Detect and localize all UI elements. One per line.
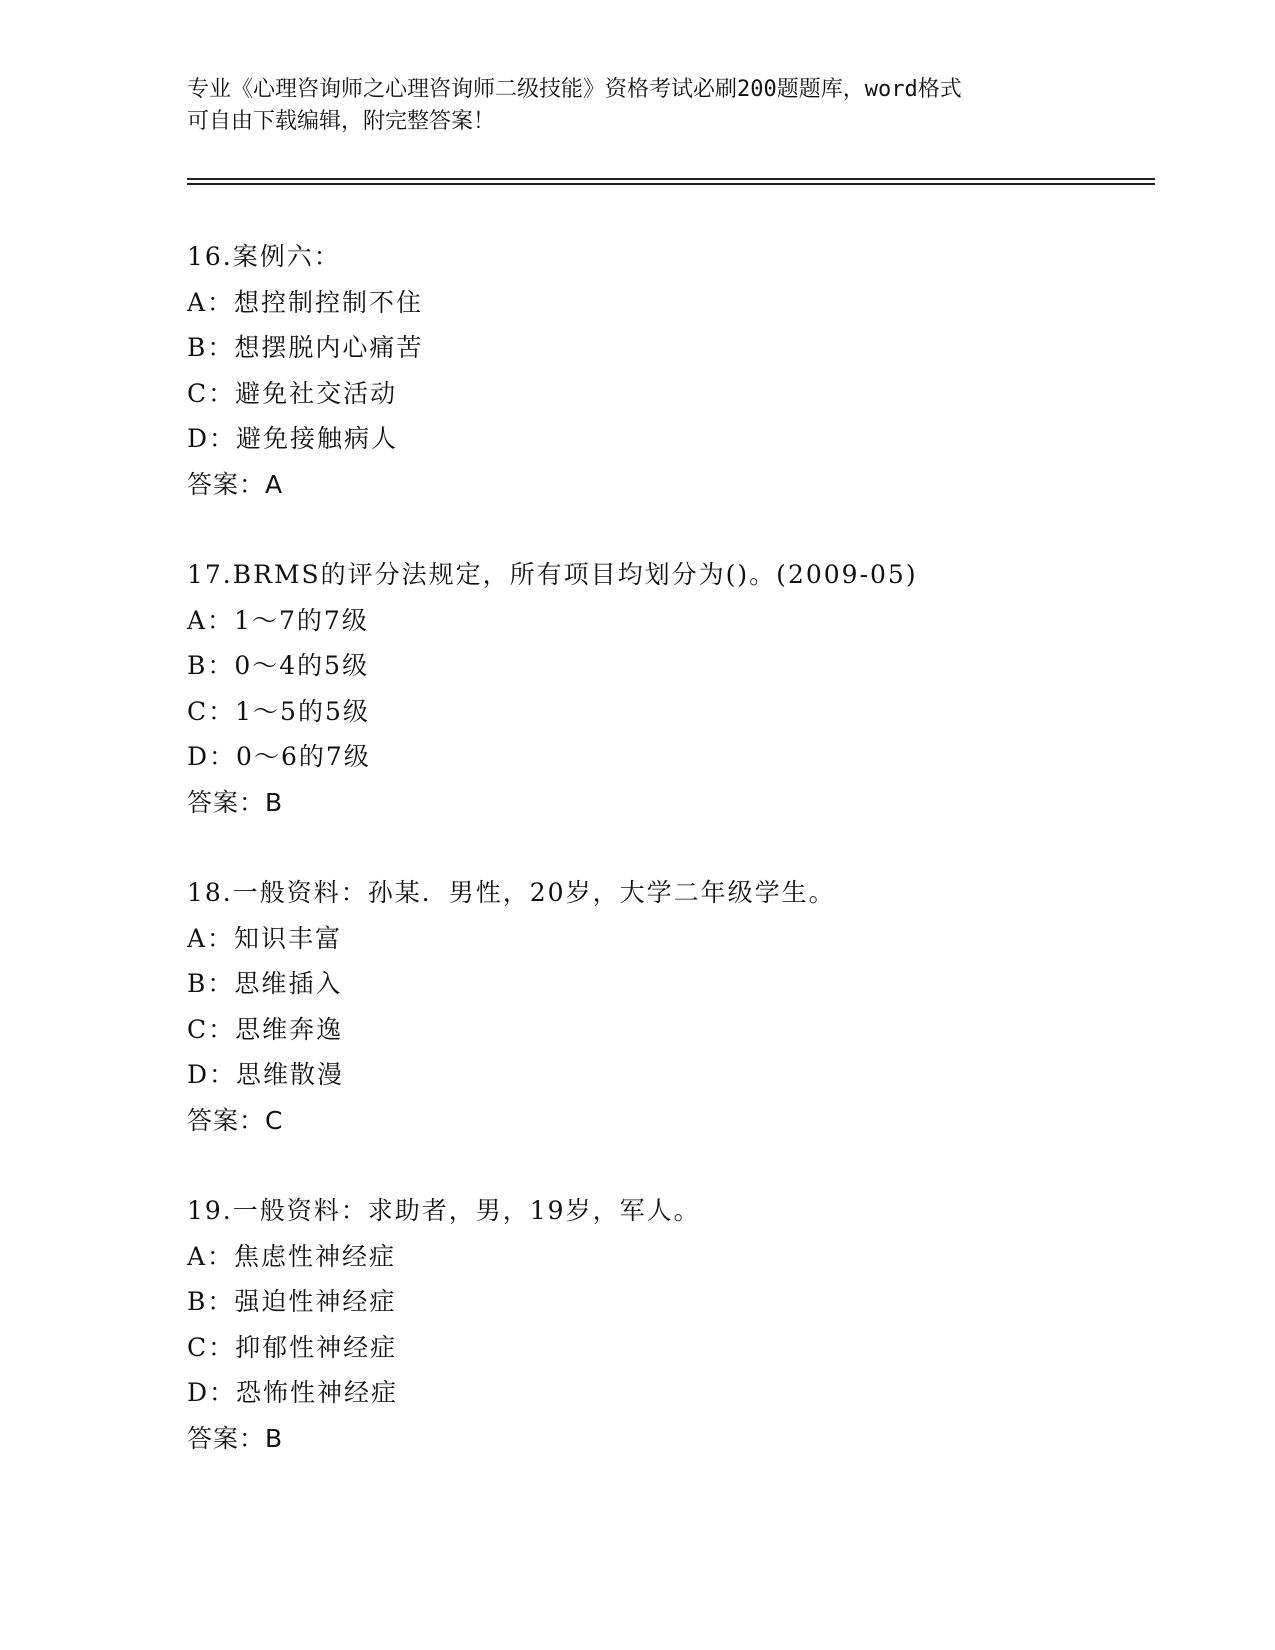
option-b: B：思维插入 xyxy=(187,969,343,998)
option-a: A：想控制控制不住 xyxy=(187,287,424,317)
question-stem: 19.一般资料：求助者，男，19岁，军人。 xyxy=(187,1196,701,1225)
answer: 答案：C xyxy=(187,1105,284,1135)
question-stem: 18.一般资料：孙某．男性，20岁，大学二年级学生。 xyxy=(187,878,836,907)
spacer xyxy=(187,825,1155,870)
answer: 答案：B xyxy=(187,787,284,817)
answer: 答案：B xyxy=(187,1423,284,1453)
option-b: B：想摆脱内心痛苦 xyxy=(187,333,424,362)
option-a: A：1～7的7级 xyxy=(187,605,369,635)
option-a: A：知识丰富 xyxy=(187,923,343,953)
question-19 xyxy=(187,1188,1155,1461)
question-16 xyxy=(187,234,1155,507)
option-c: C：抑郁性神经症 xyxy=(187,1332,398,1362)
option-d: D：避免接触病人 xyxy=(187,424,399,453)
option-d: D：恐怖性神经症 xyxy=(187,1378,399,1407)
option-a: A：焦虑性神经症 xyxy=(187,1241,397,1271)
option-b: B：0～4的5级 xyxy=(187,651,370,680)
question-stem: 16.案例六： xyxy=(187,242,341,271)
header-line-2: 可自由下载编辑，附完整答案！ xyxy=(187,109,496,134)
spacer xyxy=(187,1143,1155,1188)
option-d: D：思维散漫 xyxy=(187,1060,345,1089)
header-divider-bottom xyxy=(187,183,1155,185)
option-c: C：思维奔逸 xyxy=(187,1014,344,1044)
question-17 xyxy=(187,552,1155,825)
answer: 答案：A xyxy=(187,469,284,499)
document-header xyxy=(187,74,1067,138)
question-stem: 17.BRMS的评分法规定，所有项目均划分为()。(2009-05) xyxy=(187,560,918,589)
header-divider-top xyxy=(187,178,1155,180)
header-line-1: 专业《心理咨询师之心理咨询师二级技能》资格考试必刷200题题库，word格式 xyxy=(187,77,962,102)
question-list xyxy=(187,234,1155,1461)
option-b: B：强迫性神经症 xyxy=(187,1287,397,1316)
option-c: C：避免社交活动 xyxy=(187,378,398,408)
spacer xyxy=(187,507,1155,552)
option-d: D：0～6的7级 xyxy=(187,742,371,771)
question-18 xyxy=(187,870,1155,1143)
option-c: C：1～5的5级 xyxy=(187,696,370,726)
